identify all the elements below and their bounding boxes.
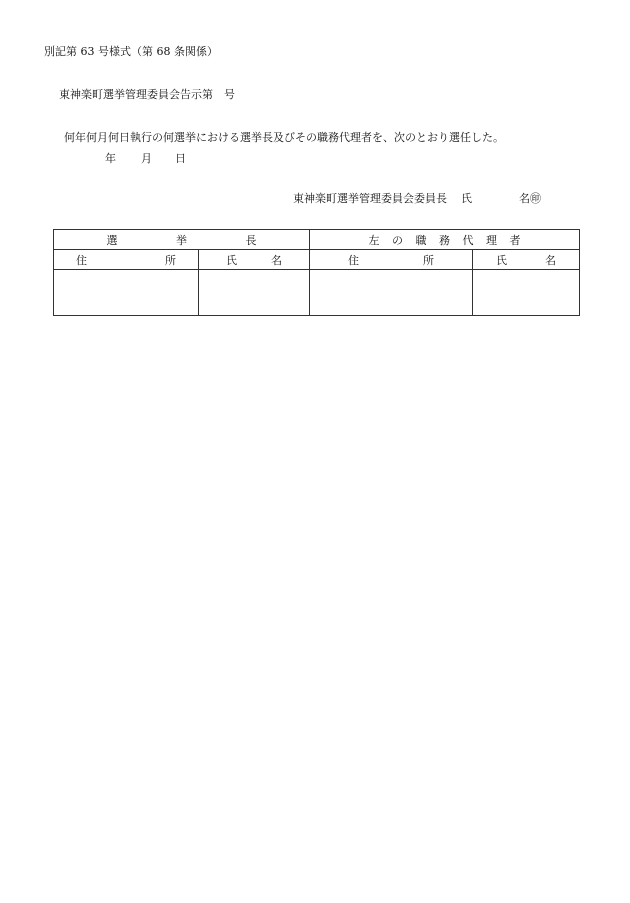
subheader-deputy-name — [473, 250, 580, 270]
subheader-char: 名 — [545, 253, 556, 267]
cell-chief-address[interactable] — [54, 270, 199, 316]
subheader-char: 名 — [271, 253, 282, 267]
header-char: 者 — [509, 233, 521, 247]
subheader-char: 住 — [76, 253, 87, 267]
header-char: 職 — [415, 233, 427, 247]
subheader-char: 氏 — [226, 253, 237, 267]
notice-title: 東神楽町選挙管理委員会告示第 号 — [59, 88, 235, 101]
appointment-table — [53, 229, 580, 316]
subheader-char: 所 — [165, 253, 176, 267]
day-label: 日 — [175, 152, 186, 165]
name-prefix: 氏 — [461, 192, 472, 205]
header-char: 挙 — [176, 233, 187, 247]
header-char: 長 — [245, 233, 257, 247]
month-label: 月 — [141, 152, 152, 165]
header-deputy — [310, 230, 580, 250]
cell-chief-name[interactable] — [199, 270, 310, 316]
cell-deputy-name[interactable] — [473, 270, 580, 316]
subheader-chief-name — [199, 250, 310, 270]
form-number: 別記第 63 号様式（第 68 条関係） — [44, 45, 218, 58]
notice-body: 何年何月何日執行の何選挙における選挙長及びその職務代理者を、次のとおり選任した。 — [64, 131, 504, 144]
cell-deputy-address[interactable] — [310, 270, 473, 316]
header-char: 選 — [106, 233, 118, 247]
header-char: 務 — [439, 233, 450, 247]
header-char: 代 — [462, 233, 474, 247]
subheader-char: 氏 — [496, 253, 507, 267]
header-char: 理 — [486, 233, 497, 247]
year-label: 年 — [105, 152, 116, 165]
subheader-char: 所 — [423, 253, 434, 267]
subheader-chief-address — [54, 250, 199, 270]
date-line — [105, 152, 186, 166]
signature-line — [293, 192, 541, 206]
header-char: 左 — [368, 233, 380, 247]
header-char: の — [392, 233, 403, 247]
chairman-title: 東神楽町選挙管理委員会委員長 — [293, 192, 447, 205]
subheader-deputy-address — [310, 250, 473, 270]
header-election-chief — [54, 230, 310, 250]
name-suffix-seal: 名㊞ — [519, 192, 541, 205]
subheader-char: 住 — [348, 253, 359, 267]
